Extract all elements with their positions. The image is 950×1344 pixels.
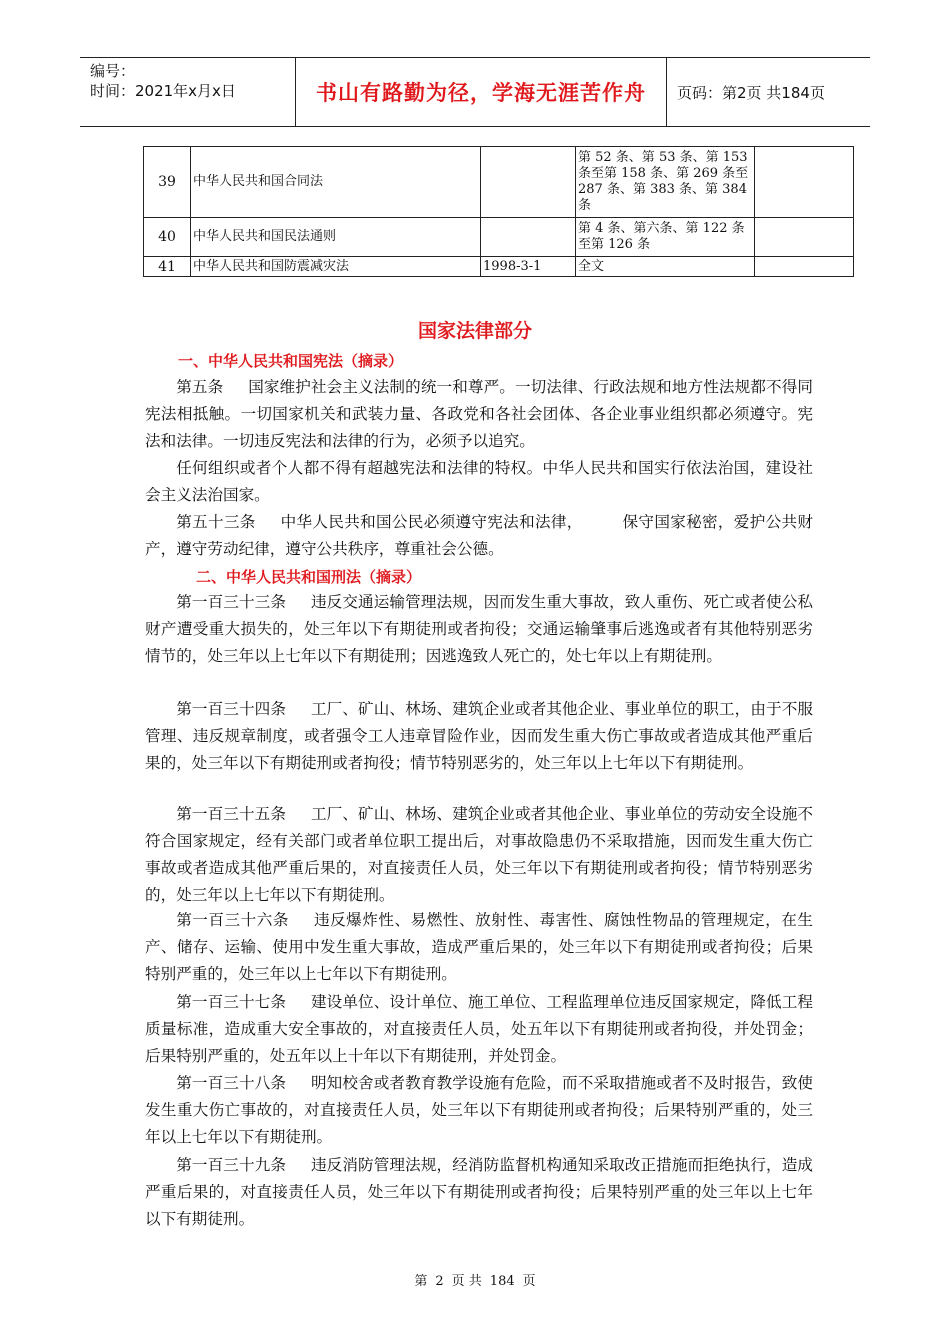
article-text: 违反交通运输管理法规，因而发生重大事故，致人重伤、死亡或者使公私财产遭受重大损失的，处三年以下有期徒刑或者拘役；交通运输肇事后逃逸或者有其他特别恶劣情节的，处三年以上七年以下有期徒刑；因逃逸致人死亡的，处七年以上有期徒刑。 — [145, 593, 813, 665]
article-paragraph — [145, 696, 813, 777]
article-label: 第一百三十三条 — [176, 593, 287, 611]
article-label: 第一百三十八条 — [176, 1074, 287, 1092]
article-text: 违反消防管理法规，经消防监督机构通知采取改正措施而拒绝执行，造成严重后果的，对直接责任人员，处三年以下有期徒刑或者拘役；后果特别严重的处三年以上七年以下有期徒刑。 — [145, 1156, 813, 1228]
article-label: 第一百三十四条 — [176, 700, 287, 718]
effective-date: 1998-3-1 — [481, 257, 576, 277]
table-row — [144, 218, 854, 257]
footer-prefix: 第 — [414, 1274, 428, 1289]
note-cell — [755, 147, 854, 218]
article-paragraph — [145, 374, 813, 455]
article-text: 工厂、矿山、林场、建筑企业或者其他企业、事业单位的劳动安全设施不符合国家规定，经有关部门或者单位职工提出后，对事故隐患仍不采取措施，因而发生重大伤亡事故或者造成其他严重后果的，对直接责任人员，处三年以下有期徒刑或者拘役；情节特别恶劣的，处三年以上七年以下有期徒刑。 — [145, 805, 813, 904]
footer-total-pages: 184 — [489, 1274, 515, 1289]
row-number: 41 — [144, 257, 191, 277]
effective-date — [481, 147, 576, 218]
chapter-heading-criminal-law: 二、中华人民共和国刑法（摘录） — [196, 568, 422, 586]
law-name: 中华人民共和国民法通则 — [191, 218, 481, 257]
footer-middle: 页 共 — [451, 1274, 482, 1289]
date-label: 时间：2021年x月x日 — [90, 82, 236, 100]
article-text: 任何组织或者个人都不得有超越宪法和法律的特权。中华人民共和国实行依法治国，建设社会主义法治国家。 — [145, 459, 813, 504]
law-name: 中华人民共和国防震减灾法 — [191, 257, 481, 277]
article-paragraph — [145, 455, 813, 509]
serial-label: 编号： — [90, 62, 136, 80]
header-motto-cell — [295, 58, 667, 126]
article-paragraph — [145, 907, 813, 988]
article-paragraph — [145, 989, 813, 1070]
article-text: 中华人民共和国公民必须遵守宪法和法律， 保守国家秘密，爱护公共财产，遵守劳动纪律，遵守公共秩序，尊重社会公德。 — [145, 513, 813, 558]
article-text: 工厂、矿山、林场、建筑企业或者其他企业、事业单位的职工，由于不服管理、违反规章制度，或者强令工人违章冒险作业，因而发生重大伤亡事故或者造成其他严重后果的，处三年以下有期徒刑或者拘役；情节特别恶劣的，处三年以上七年以下有期徒刑。 — [145, 700, 813, 772]
article-paragraph — [145, 801, 813, 909]
article-label: 第五条 — [176, 378, 224, 396]
article-text: 明知校舍或者教育教学设施有危险，而不采取措施或者不及时报告，致使发生重大伤亡事故的，对直接责任人员，处三年以下有期徒刑或者拘役；后果特别严重的，处三年以上七年以下有期徒刑。 — [145, 1074, 813, 1146]
page-footer — [0, 1270, 950, 1289]
footer-suffix: 页 — [522, 1274, 536, 1289]
article-paragraph — [145, 589, 813, 670]
effective-date — [481, 218, 576, 257]
article-text: 建设单位、设计单位、施工单位、工程监理单位违反国家规定，降低工程质量标准，造成重大安全事故的，对直接责任人员，处五年以下有期徒刑或者拘役，并处罚金；后果特别严重的，处五年以上十年以下有期徒刑，并处罚金。 — [145, 993, 813, 1065]
article-label: 第一百三十九条 — [176, 1156, 287, 1174]
header-page-info: 页码：第2页 共184页 — [677, 83, 825, 102]
header-motto: 书山有路勤为径，学海无涯苦作舟 — [316, 81, 646, 105]
article-label: 第一百三十六条 — [176, 911, 289, 929]
section-title: 国家法律部分 — [417, 320, 532, 342]
note-cell — [755, 257, 854, 277]
note-cell — [755, 218, 854, 257]
article-range: 全文 — [576, 257, 755, 277]
article-paragraph — [145, 1070, 813, 1151]
article-paragraph — [145, 509, 813, 563]
article-label: 第一百三十七条 — [176, 993, 287, 1011]
law-name: 中华人民共和国合同法 — [191, 147, 481, 218]
article-label: 第五十三条 — [176, 513, 256, 531]
chapter-heading-constitution: 一、中华人民共和国宪法（摘录） — [178, 352, 404, 370]
table-row — [144, 257, 854, 277]
row-number: 39 — [144, 147, 191, 218]
page-header — [80, 57, 870, 127]
table-row — [144, 147, 854, 218]
header-meta — [80, 58, 295, 126]
row-number: 40 — [144, 218, 191, 257]
article-label: 第一百三十五条 — [176, 805, 287, 823]
article-range: 第 4 条、第六条、第 122 条至第 126 条 — [576, 218, 755, 257]
footer-page-number: 2 — [435, 1274, 444, 1289]
article-text: 违反爆炸性、易燃性、放射性、毒害性、腐蚀性物品的管理规定，在生产、储存、运输、使用中发生重大事故，造成严重后果的，处三年以下有期徒刑或者拘役；后果特别严重的，处三年以上七年以下有期徒刑。 — [145, 911, 813, 983]
article-range: 第 52 条、第 53 条、第 153 条至第 158 条、第 269 条至 287 条、第 383 条、第 384 条 — [576, 147, 755, 218]
law-list-table — [143, 146, 854, 277]
article-text: 国家维护社会主义法制的统一和尊严。一切法律、行政法规和地方性法规都不得同宪法相抵触。一切国家机关和武装力量、各政党和各社会团体、各企业事业组织都必须遵守。宪法和法律。一切违反宪法和法律的行为，必须予以追究。 — [145, 378, 813, 450]
article-paragraph — [145, 1152, 813, 1233]
